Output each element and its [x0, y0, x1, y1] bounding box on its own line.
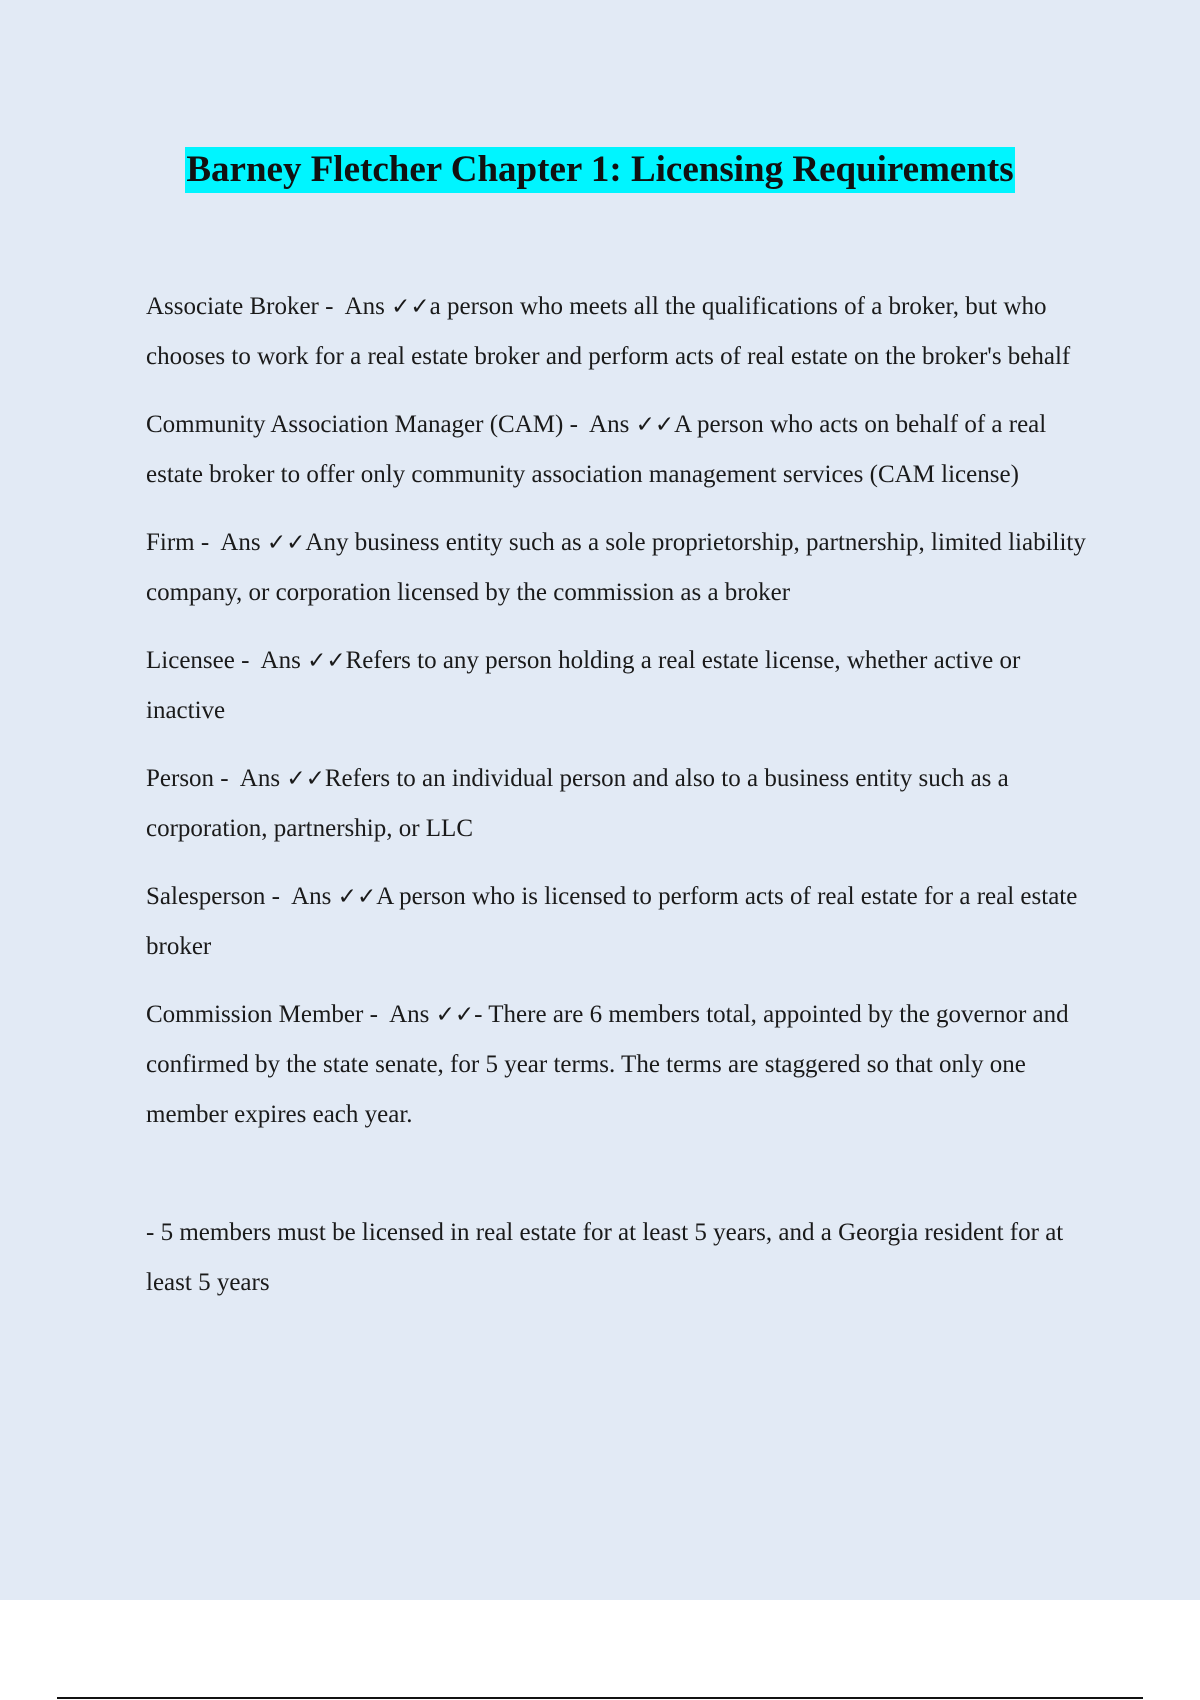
flashcard-entry [146, 872, 1086, 972]
answer-prefix: Ans [344, 293, 385, 320]
answer-prefix: Ans [260, 647, 301, 674]
entry-term: Licensee - [146, 647, 250, 674]
answer-prefix: Ans [220, 529, 261, 556]
entry-term: Salesperson - [146, 883, 280, 910]
entry-definition: A person who acts on behalf of a real estate broker to offer only community association management services (CAM license) [146, 411, 1047, 488]
flashcard-entry [146, 400, 1086, 500]
flashcard-entry [146, 990, 1086, 1140]
flashcard-entry [146, 754, 1086, 854]
answer-prefix: Ans [291, 883, 332, 910]
document-title: Barney Fletcher Chapter 1: Licensing Requirements [185, 147, 1014, 193]
flashcard-entry [146, 518, 1086, 618]
double-check-icon: ✓✓ [435, 1002, 475, 1028]
entry-definition: Any business entity such as a sole proprietorship, partnership, limited liability company, or corporation licensed by the commission as a broker [146, 529, 1086, 606]
entry-definition: A person who is licensed to perform acts of real estate for a real estate broker [146, 883, 1078, 960]
answer-prefix: Ans [389, 1001, 430, 1028]
entry-definition: - There are 6 members total, appointed by the governor and confirmed by the state senate, for 5 year terms. The terms are staggered so that only one member expires each year. [146, 1001, 1069, 1128]
double-check-icon: ✓✓ [635, 412, 675, 438]
double-check-icon: ✓✓ [391, 294, 430, 320]
double-check-icon: ✓✓ [337, 884, 377, 910]
entry-term: Associate Broker - [146, 293, 334, 320]
entry-term: Commission Member - [146, 1001, 378, 1028]
entry-term: Community Association Manager (CAM) - [146, 411, 578, 438]
footer-divider [57, 1697, 1143, 1699]
double-check-icon: ✓✓ [307, 648, 346, 674]
entry-term: Person - [146, 765, 229, 792]
note-paragraph: - 5 members must be licensed in real estate for at least 5 years, and a Georgia resident for at least 5 years [146, 1219, 1064, 1296]
answer-prefix: Ans [589, 411, 630, 438]
title-container [0, 147, 1200, 193]
entry-definition: a person who meets all the qualifications of a broker, but who chooses to work for a real estate broker and perform acts of real estate on the broker's behalf [146, 293, 1071, 370]
answer-prefix: Ans [239, 765, 281, 792]
entry-definition: Refers to any person holding a real estate license, whether active or inactive [146, 647, 1021, 724]
entry-term: Firm - [146, 529, 210, 556]
entry-definition: Refers to an individual person and also to a business entity such as a corporation, partnership, or LLC [146, 765, 1009, 842]
flashcard-entry [146, 636, 1086, 736]
flashcard-entry [146, 282, 1086, 382]
double-check-icon: ✓✓ [266, 530, 306, 556]
double-check-icon: ✓✓ [286, 766, 325, 792]
flashcard-list [146, 282, 1086, 1308]
